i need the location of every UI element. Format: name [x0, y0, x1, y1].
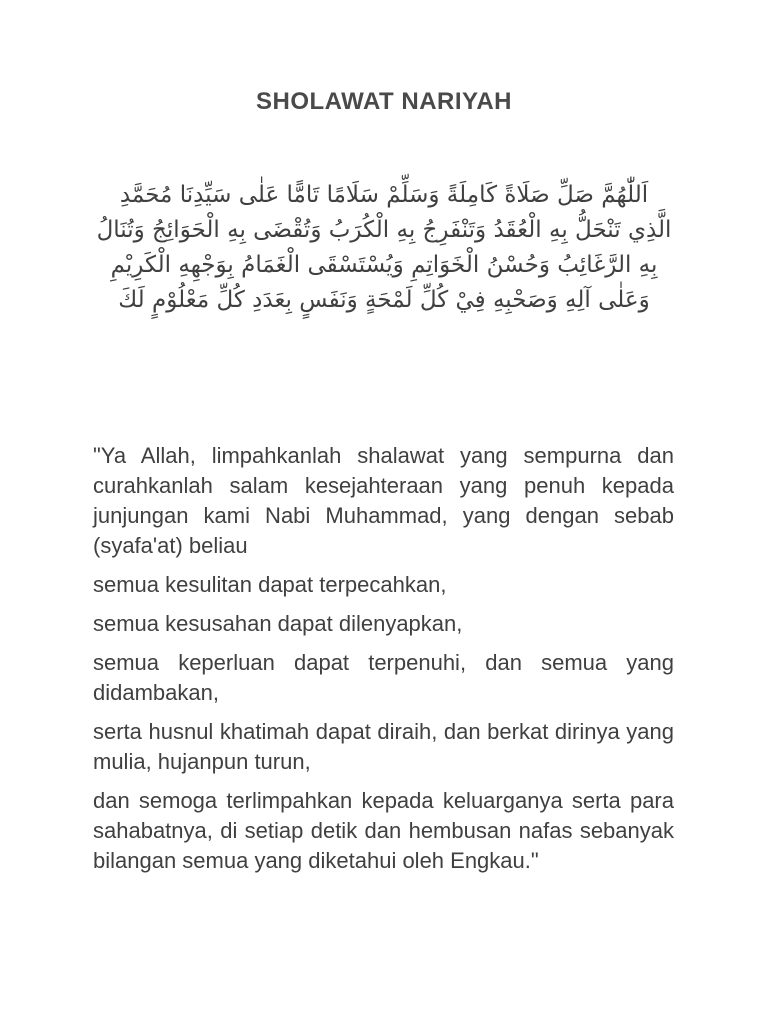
translation-paragraph: semua kesulitan dapat terpecahkan, [93, 572, 447, 597]
translation-paragraph: semua keperluan dapat terpenuhi, dan semua yang didambakan, [93, 650, 674, 705]
page-title: SHOLAWAT NARIYAH [255, 88, 512, 115]
translation-paragraph: dan semoga terlimpahkan kepada keluarganya serta para sahabatnya, di setiap detik dan hembusan nafas sebanyak bilangan semua yang diketahui oleh Engkau." [93, 788, 674, 873]
translation-paragraph: semua kesusahan dapat dilenyapkan, [93, 611, 463, 636]
translation-paragraph: serta husnul khatimah dapat diraih, dan berkat dirinya yang mulia, hujanpun turun, [93, 719, 674, 774]
translation-paragraph: "Ya Allah, limpahkanlah shalawat yang sempurna dan curahkanlah salam kesejahteraan yang penuh kepada junjungan kami Nabi Muhammad, yang dengan sebab (syafa'at) beliau [93, 443, 674, 558]
arabic-prayer-text: اَللّٰهُمَّ صَلِّ صَلَاةً كَامِلَةً وَسَلِّمْ سَلَامًا تَامًّا عَلٰى سَيِّدِنَا مُحَمَّدِ الَّذِي تَنْحَلُّ بِهِ الْعُقَدُ وَتَنْفَرِجُ بِهِ الْكُرَبُ وَتُقْضَى بِهِ الْحَوَائِجُ وَتُنَالُ بِهِ الرَّغَائِبُ وَحُسْنُ الْخَوَاتِمِ وَيُسْتَسْقَى الْغَمَامُ بِوَجْهِهِ الْكَرِيْمِ وَعَلٰى آلِهِ وَصَحْبِهِ فِيْ كُلِّ لَمْحَةٍ وَنَفَسٍ بِعَدَدِ كُلِّ مَعْلُوْمٍ لَكَ [96, 182, 672, 313]
translation-block [93, 441, 674, 885]
